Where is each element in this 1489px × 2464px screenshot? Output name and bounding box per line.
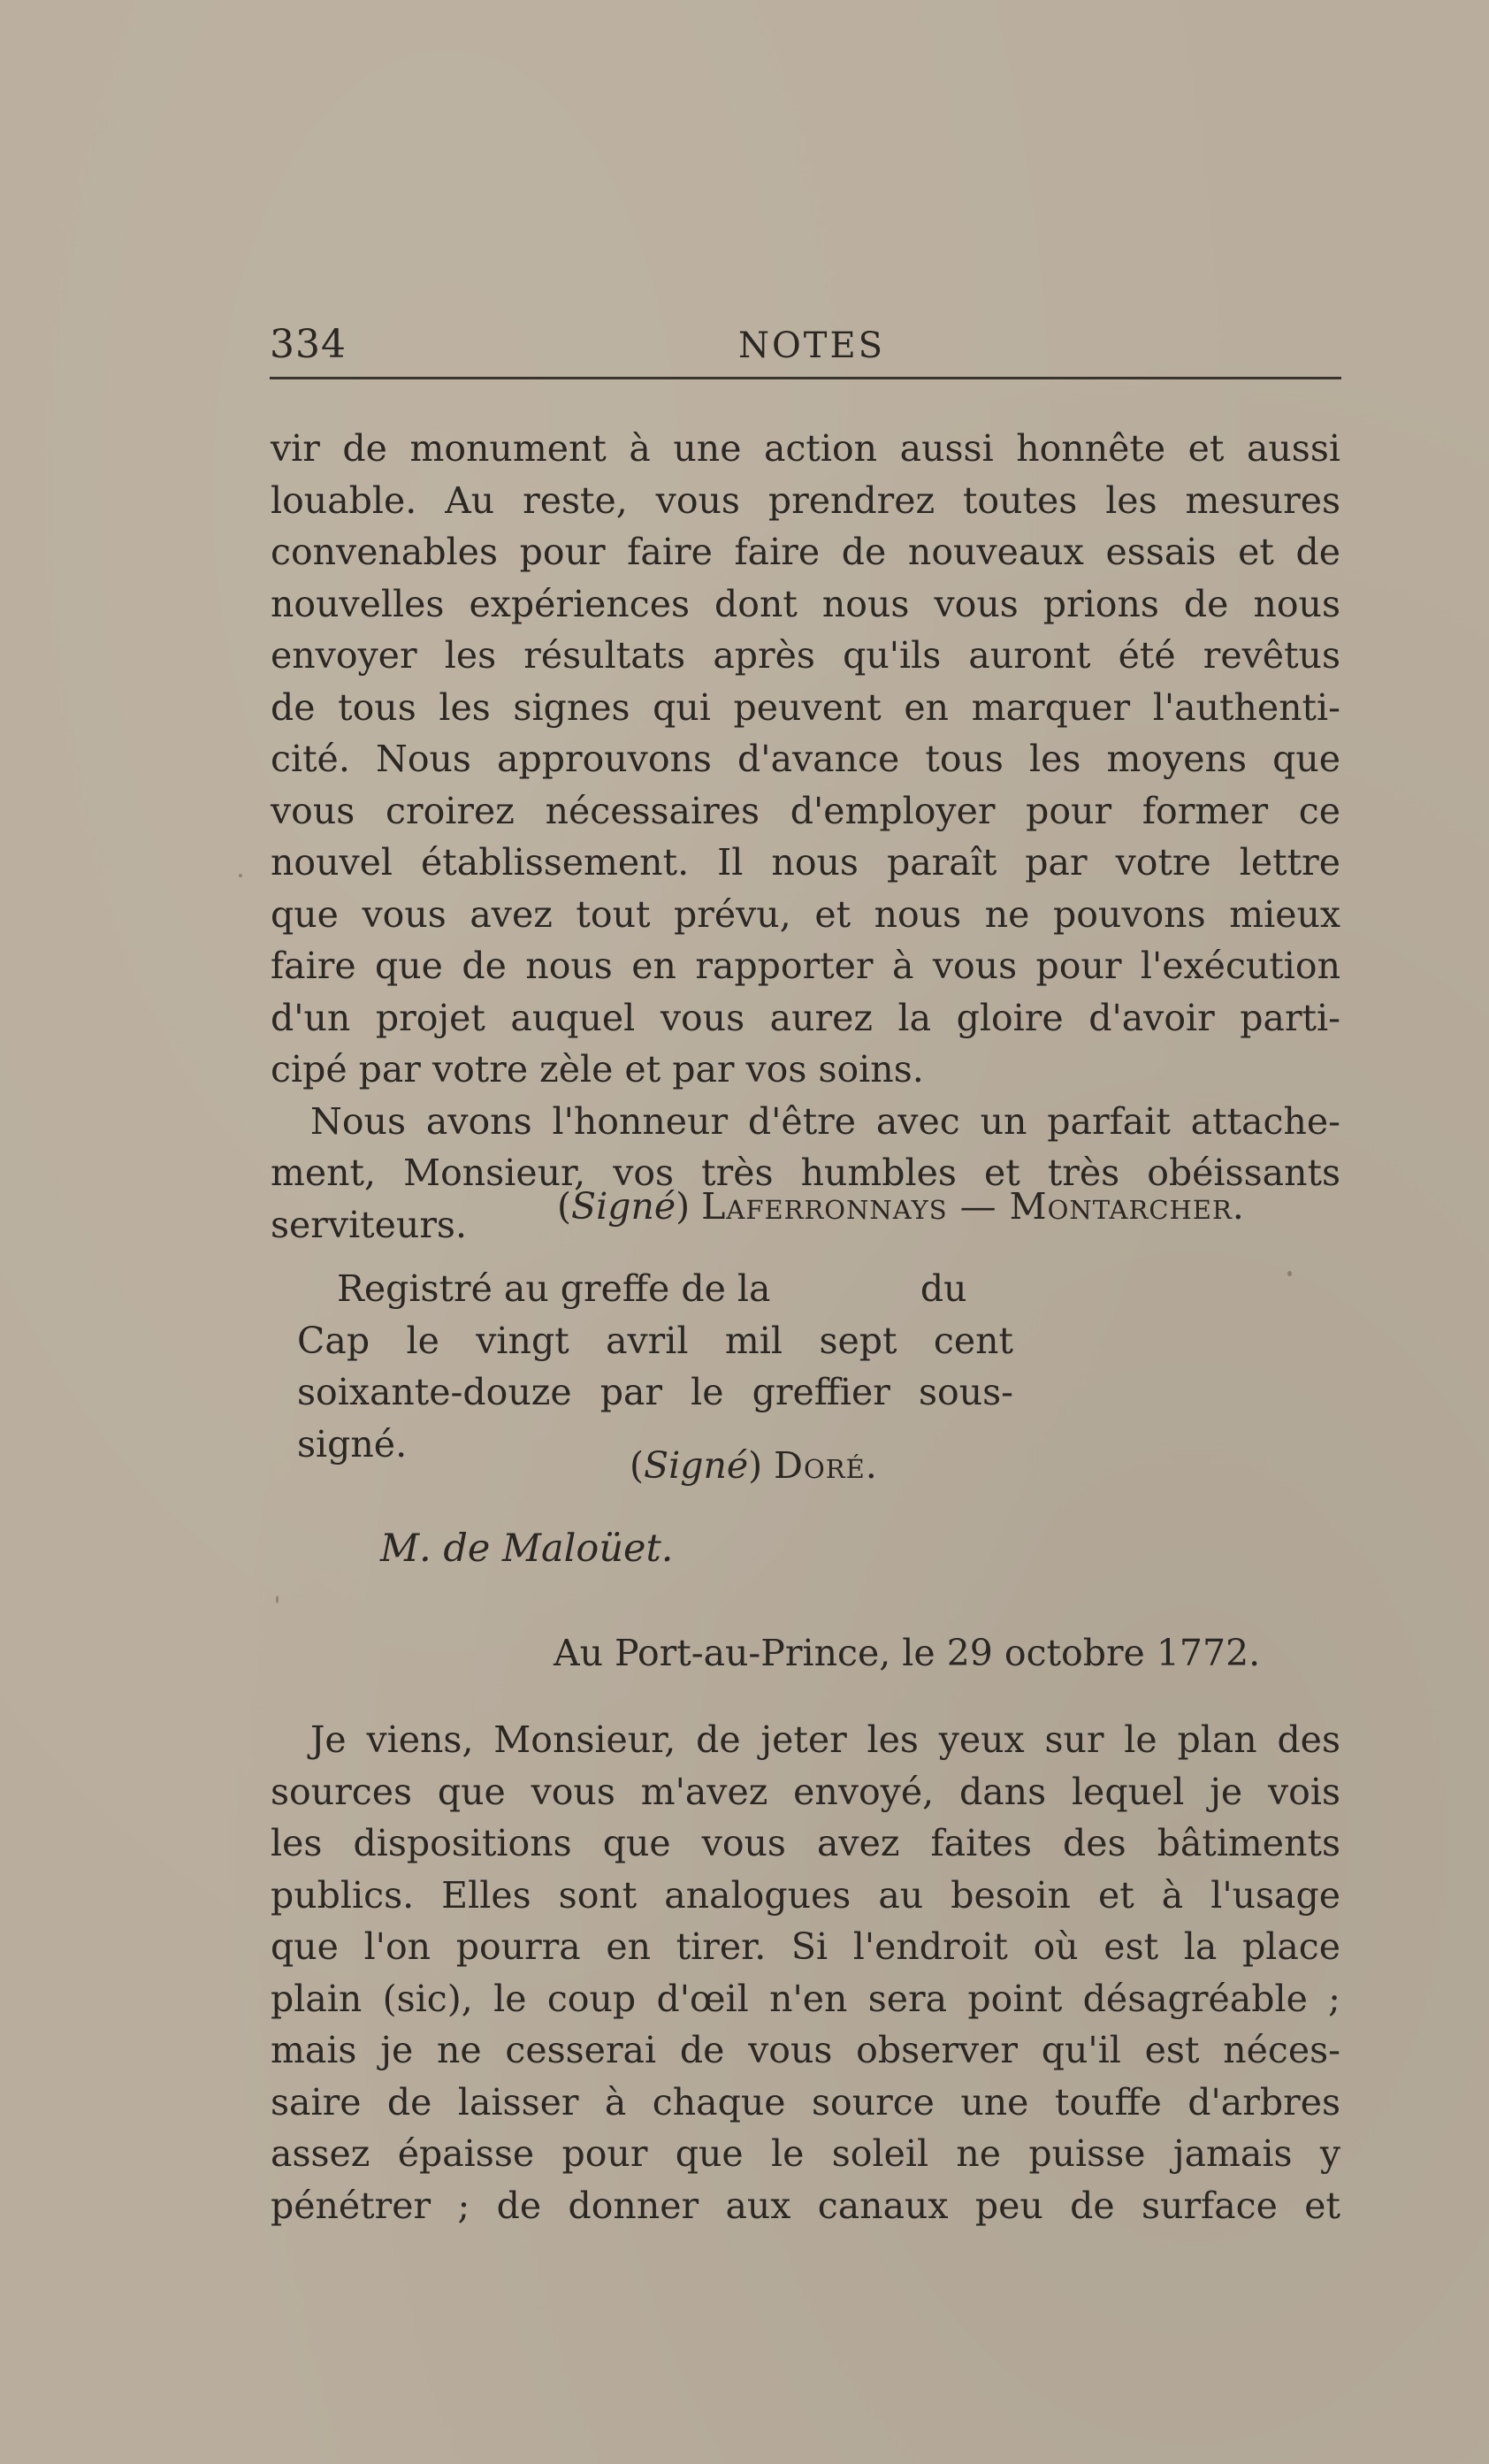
letter1-signature: (Signé) Laferronnays — Montarcher.: [557, 1185, 1245, 1228]
text-line: louable. Au reste, vous prendrez toutes les mesures: [271, 478, 1340, 522]
text-line: sources que vous m'avez envoyé, dans lequel je vois: [271, 1770, 1340, 1813]
text-line: mais je ne cesserai de vous observer qu'il est néces-: [271, 2029, 1340, 2071]
letter2-dateline: Au Port-au-Prince, le 29 octobre 1772.: [554, 1632, 1261, 1674]
text-line: cité. Nous approuvons d'avance tous les moyens que: [271, 738, 1340, 780]
paper-speck: [964, 1343, 966, 1345]
paper-speck: [276, 1595, 279, 1603]
text-line: de tous les signes qui peuvent en marquer l'authenti-: [271, 685, 1340, 729]
page-number: 334: [270, 322, 347, 367]
signatory-names: Laferronnays — Montarcher.: [701, 1185, 1245, 1228]
closing-line: serviteurs.: [271, 1203, 467, 1246]
page-header: [270, 310, 1341, 380]
text-line: nouvel établissement. Il nous paraît par votre lettre: [271, 841, 1340, 884]
registrar-name: Doré.: [774, 1444, 878, 1487]
letter2-body: [271, 1714, 1340, 2231]
closing-line: Nous avons l'honneur d'être avec un parfait attache-: [310, 1099, 1340, 1143]
running-title: NOTES: [738, 325, 886, 366]
text-line: saire de laisser à chaque source une touffe d'arbres: [271, 2080, 1340, 2123]
text-line: pénétrer ; de donner aux canaux peu de surface et: [271, 2184, 1340, 2227]
text-line: plain (sic), le coup d'œil n'en sera point désagréable ;: [271, 1977, 1340, 2020]
registration-signature: (Signé) Doré.: [630, 1444, 878, 1487]
signe-label: Signé: [644, 1444, 749, 1487]
paper-speck: [239, 874, 242, 877]
text-line: cipé par votre zèle et par vos soins.: [271, 1048, 924, 1090]
letter1-body: [271, 423, 1340, 1251]
text-line: que vous avez tout prévu, et nous ne pouvons mieux: [271, 892, 1340, 936]
registration-note: [297, 1263, 1013, 1470]
registration-line: Cap le vingt avril mil sept cent: [297, 1319, 1013, 1362]
text-line: d'un projet auquel vous aurez la gloire d'avoir parti-: [271, 996, 1340, 1039]
registration-line: Registré au greffe de la du: [337, 1267, 967, 1310]
signe-label: Signé: [571, 1185, 676, 1228]
header-rule: [270, 377, 1341, 379]
closing-line: ment, Monsieur, vos très humbles et très obéissants: [271, 1152, 1340, 1194]
text-line: vous croirez nécessaires d'employer pour former ce: [271, 789, 1340, 832]
text-line: faire que de nous en rapporter à vous pour l'exécution: [271, 945, 1340, 987]
text-line: envoyer les résultats après qu'ils auront été revêtus: [271, 634, 1340, 677]
letter2-addressee: M. de Maloüet.: [380, 1527, 674, 1571]
text-line: Je viens, Monsieur, de jeter les yeux sur le plan des: [310, 1718, 1340, 1761]
text-line: assez épaisse pour que le soleil ne puisse jamais y: [271, 2132, 1340, 2175]
registration-line: signé.: [297, 1422, 408, 1465]
paper-speck: [1287, 1271, 1292, 1276]
text-line: que l'on pourra en tirer. Si l'endroit où est la place: [271, 1925, 1340, 1968]
text-line: vir de monument à une action aussi honnête et aussi: [271, 427, 1340, 470]
registration-line: soixante-douze par le greffier sous-: [297, 1371, 1013, 1413]
text-line: les dispositions que vous avez faites des bâtiments: [271, 1822, 1340, 1864]
text-line: convenables pour faire faire de nouveaux essais et de: [271, 531, 1340, 573]
text-line: nouvelles expériences dont nous vous prions de nous: [271, 582, 1340, 625]
text-line: publics. Elles sont analogues au besoin et à l'usage: [271, 1873, 1340, 1917]
